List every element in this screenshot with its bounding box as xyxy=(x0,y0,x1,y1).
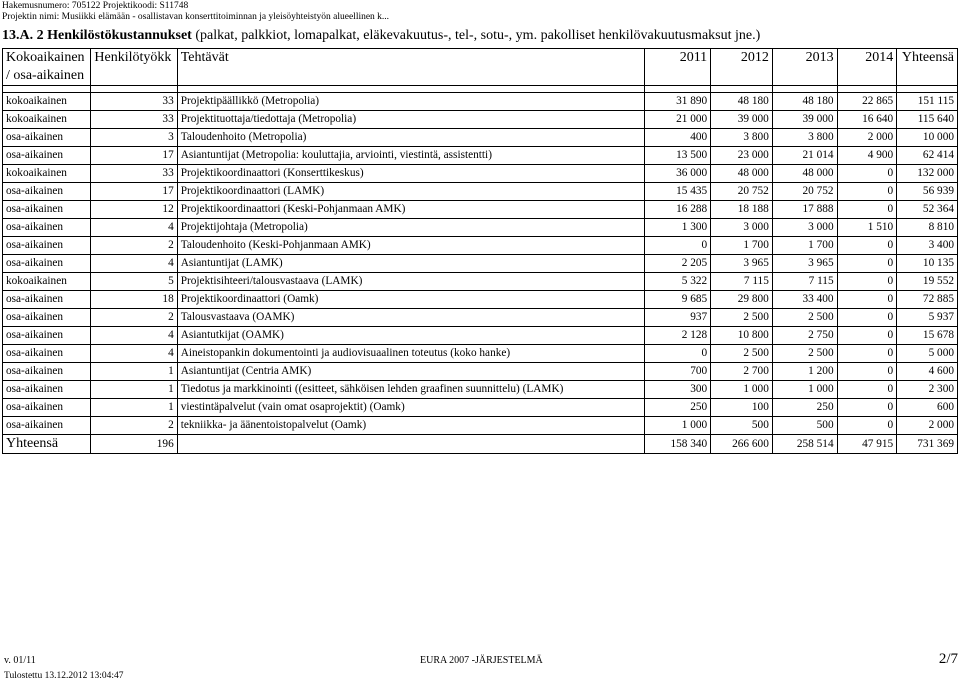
cell-2013: 2 750 xyxy=(772,327,837,345)
cell-2012: 7 115 xyxy=(711,273,773,291)
cell-months: 1 xyxy=(91,381,177,399)
cell-months: 33 xyxy=(91,165,177,183)
table-row xyxy=(3,201,958,219)
cell-2012: 2 500 xyxy=(711,345,773,363)
cell-task: Projektikoordinaattori (LAMK) xyxy=(177,183,645,201)
cell-2014: 2 000 xyxy=(837,129,897,147)
spacer-cell xyxy=(837,86,897,93)
cell-task: Taloudenhoito (Keski-Pohjanmaan AMK) xyxy=(177,237,645,255)
cell-2014: 1 510 xyxy=(837,219,897,237)
cell-type: osa-aikainen xyxy=(3,219,91,237)
cell-2014: 0 xyxy=(837,399,897,417)
cell-months: 12 xyxy=(91,201,177,219)
cell-2014: 0 xyxy=(837,201,897,219)
cell-total: 15 678 xyxy=(897,327,958,345)
table-row xyxy=(3,291,958,309)
cell-task: Tiedotus ja markkinointi ((esitteet, sähköisen lehden graafinen suunnittelu) (LAMK) xyxy=(177,381,645,399)
cell-type: kokoaikainen xyxy=(3,111,91,129)
cell-total: 10 000 xyxy=(897,129,958,147)
cell-2014: 0 xyxy=(837,363,897,381)
cell-2012: 20 752 xyxy=(711,183,773,201)
cell-total: 5 937 xyxy=(897,309,958,327)
cell-total: 2 300 xyxy=(897,381,958,399)
cell-type: osa-aikainen xyxy=(3,255,91,273)
cell-2014: 0 xyxy=(837,309,897,327)
cell-2013: 3 965 xyxy=(772,255,837,273)
cell-2012: 2 700 xyxy=(711,363,773,381)
table-row xyxy=(3,147,958,165)
cell-2013: 20 752 xyxy=(772,183,837,201)
cell-type: kokoaikainen xyxy=(3,165,91,183)
application-line: Hakemusnumero: 705122 Projektikoodi: S11748 xyxy=(2,1,189,11)
cell-type: osa-aikainen xyxy=(3,147,91,165)
version-label: v. 01/11 xyxy=(4,655,36,666)
cell-task: Taloudenhoito (Metropolia) xyxy=(177,129,645,147)
table-row xyxy=(3,273,958,291)
cell-2012: 39 000 xyxy=(711,111,773,129)
cell-months: 2 xyxy=(91,417,177,435)
cell-months: 17 xyxy=(91,183,177,201)
cell-2011: 36 000 xyxy=(645,165,711,183)
table-row xyxy=(3,129,958,147)
cell-months: 33 xyxy=(91,111,177,129)
totals-label: Yhteensä xyxy=(3,435,91,454)
table-header-row xyxy=(3,49,958,86)
cell-task: Asiantuntijat (Metropolia: kouluttajia, arviointi, viestintä, assistentti) xyxy=(177,147,645,165)
cell-total: 72 885 xyxy=(897,291,958,309)
cell-2013: 48 180 xyxy=(772,93,837,111)
cell-2011: 16 288 xyxy=(645,201,711,219)
cell-total: 2 000 xyxy=(897,417,958,435)
table-row xyxy=(3,255,958,273)
section-title-detail: (palkat, palkkiot, lomapalkat, eläkevakuutus-, tel-, sotu-, ym. pakolliset henkilövakuutusmaksut jne.) xyxy=(191,28,761,43)
cell-2014: 22 865 xyxy=(837,93,897,111)
spacer-cell xyxy=(645,86,711,93)
spacer-cell xyxy=(91,86,177,93)
header-2014: 2014 xyxy=(837,49,897,86)
cell-2011: 2 205 xyxy=(645,255,711,273)
spacer-cell xyxy=(772,86,837,93)
header-spacer-row xyxy=(3,86,958,93)
cell-2014: 4 900 xyxy=(837,147,897,165)
cell-months: 4 xyxy=(91,345,177,363)
cell-2012: 1 700 xyxy=(711,237,773,255)
printed-timestamp: Tulostettu 13.12.2012 13:04:47 xyxy=(4,671,124,681)
cell-2011: 1 300 xyxy=(645,219,711,237)
table-row xyxy=(3,381,958,399)
cell-type: osa-aikainen xyxy=(3,381,91,399)
cell-task: Asiantuntijat (LAMK) xyxy=(177,255,645,273)
cell-total: 151 115 xyxy=(897,93,958,111)
table-row xyxy=(3,237,958,255)
totals-2014: 47 915 xyxy=(837,435,897,454)
cell-task: Projektipäällikkö (Metropolia) xyxy=(177,93,645,111)
cell-2011: 9 685 xyxy=(645,291,711,309)
cell-total: 8 810 xyxy=(897,219,958,237)
cell-task: Asiantutkijat (OAMK) xyxy=(177,327,645,345)
cell-total: 3 400 xyxy=(897,237,958,255)
table-row xyxy=(3,327,958,345)
cell-type: osa-aikainen xyxy=(3,345,91,363)
cell-2014: 0 xyxy=(837,381,897,399)
cell-total: 4 600 xyxy=(897,363,958,381)
cell-task: Aineistopankin dokumentointi ja audiovisuaalinen toteutus (koko hanke) xyxy=(177,345,645,363)
header-2011: 2011 xyxy=(645,49,711,86)
cell-type: osa-aikainen xyxy=(3,291,91,309)
cell-2011: 5 322 xyxy=(645,273,711,291)
totals-row xyxy=(3,435,958,454)
cell-2011: 15 435 xyxy=(645,183,711,201)
cell-2014: 0 xyxy=(837,345,897,363)
spacer-cell xyxy=(897,86,958,93)
cell-task: Projektikoordinaattori (Oamk) xyxy=(177,291,645,309)
cell-task: Projektisihteeri/talousvastaava (LAMK) xyxy=(177,273,645,291)
cell-total: 62 414 xyxy=(897,147,958,165)
cell-total: 5 000 xyxy=(897,345,958,363)
cell-task: Talousvastaava (OAMK) xyxy=(177,309,645,327)
cell-2013: 2 500 xyxy=(772,309,837,327)
cell-2011: 31 890 xyxy=(645,93,711,111)
cell-type: osa-aikainen xyxy=(3,183,91,201)
cell-months: 1 xyxy=(91,399,177,417)
cell-2014: 0 xyxy=(837,183,897,201)
cell-total: 56 939 xyxy=(897,183,958,201)
table-row xyxy=(3,93,958,111)
cell-type: osa-aikainen xyxy=(3,201,91,219)
cell-2011: 300 xyxy=(645,381,711,399)
cell-total: 600 xyxy=(897,399,958,417)
header-2013: 2013 xyxy=(772,49,837,86)
cell-total: 132 000 xyxy=(897,165,958,183)
cell-2011: 400 xyxy=(645,129,711,147)
cell-2012: 29 800 xyxy=(711,291,773,309)
spacer-cell xyxy=(3,86,91,93)
header-2012: 2012 xyxy=(711,49,773,86)
cell-task: tekniikka- ja äänentoistopalvelut (Oamk) xyxy=(177,417,645,435)
header-months: Henkilötyökk xyxy=(91,49,177,86)
table-row xyxy=(3,363,958,381)
cell-task: Projektijohtaja (Metropolia) xyxy=(177,219,645,237)
cell-months: 4 xyxy=(91,219,177,237)
cell-2013: 17 888 xyxy=(772,201,837,219)
cell-months: 33 xyxy=(91,93,177,111)
totals-grand: 731 369 xyxy=(897,435,958,454)
cell-2012: 23 000 xyxy=(711,147,773,165)
cell-2012: 100 xyxy=(711,399,773,417)
cell-2013: 48 000 xyxy=(772,165,837,183)
cell-2011: 250 xyxy=(645,399,711,417)
section-title-main: 13.A. 2 Henkilöstökustannukset xyxy=(2,28,192,43)
cell-type: kokoaikainen xyxy=(3,273,91,291)
cell-2012: 3 800 xyxy=(711,129,773,147)
table-row xyxy=(3,111,958,129)
cell-task: Projektikoordinaattori (Konserttikeskus) xyxy=(177,165,645,183)
cell-2012: 2 500 xyxy=(711,309,773,327)
cell-2013: 21 014 xyxy=(772,147,837,165)
cell-2011: 700 xyxy=(645,363,711,381)
cell-type: osa-aikainen xyxy=(3,129,91,147)
cell-2012: 48 000 xyxy=(711,165,773,183)
cell-months: 2 xyxy=(91,309,177,327)
totals-2013: 258 514 xyxy=(772,435,837,454)
cell-type: osa-aikainen xyxy=(3,309,91,327)
cell-type: osa-aikainen xyxy=(3,417,91,435)
system-name: EURA 2007 -JÄRJESTELMÄ xyxy=(420,655,543,666)
table-row xyxy=(3,183,958,201)
cell-2012: 500 xyxy=(711,417,773,435)
cell-2012: 3 965 xyxy=(711,255,773,273)
table-row xyxy=(3,219,958,237)
cell-2013: 1 700 xyxy=(772,237,837,255)
cell-2014: 0 xyxy=(837,417,897,435)
header-task: Tehtävät xyxy=(177,49,645,86)
cell-2014: 0 xyxy=(837,165,897,183)
table-body xyxy=(3,86,958,435)
cell-2014: 16 640 xyxy=(837,111,897,129)
cell-2013: 3 800 xyxy=(772,129,837,147)
cell-2012: 48 180 xyxy=(711,93,773,111)
cell-task: Projektikoordinaattori (Keski-Pohjanmaan AMK) xyxy=(177,201,645,219)
cell-2013: 1 000 xyxy=(772,381,837,399)
table-row xyxy=(3,165,958,183)
page-number: 2/7 xyxy=(938,651,958,667)
totals-2011: 158 340 xyxy=(645,435,711,454)
cell-type: osa-aikainen xyxy=(3,363,91,381)
cell-2014: 0 xyxy=(837,237,897,255)
table-row xyxy=(3,345,958,363)
spacer-cell xyxy=(711,86,773,93)
cell-months: 5 xyxy=(91,273,177,291)
table-row xyxy=(3,399,958,417)
cell-months: 17 xyxy=(91,147,177,165)
cell-2012: 18 188 xyxy=(711,201,773,219)
section-title xyxy=(2,28,760,44)
header-total: Yhteensä xyxy=(897,49,958,86)
header-type: Kokoaikainen / osa-aikainen xyxy=(3,49,91,86)
cell-2013: 33 400 xyxy=(772,291,837,309)
cell-2011: 0 xyxy=(645,237,711,255)
cell-total: 115 640 xyxy=(897,111,958,129)
cell-type: kokoaikainen xyxy=(3,93,91,111)
project-name-line: Projektin nimi: Musiikki elämään - osallistavan konserttitoiminnan ja yleisöyhteistyön alueellinen k... xyxy=(2,12,390,22)
cell-months: 18 xyxy=(91,291,177,309)
cell-task: Asiantuntijat (Centria AMK) xyxy=(177,363,645,381)
cell-months: 4 xyxy=(91,327,177,345)
cell-2013: 500 xyxy=(772,417,837,435)
cell-2012: 3 000 xyxy=(711,219,773,237)
cell-2012: 1 000 xyxy=(711,381,773,399)
cell-2013: 39 000 xyxy=(772,111,837,129)
cell-months: 4 xyxy=(91,255,177,273)
cell-2013: 2 500 xyxy=(772,345,837,363)
cell-2011: 21 000 xyxy=(645,111,711,129)
cell-2014: 0 xyxy=(837,327,897,345)
cell-2014: 0 xyxy=(837,291,897,309)
cell-total: 19 552 xyxy=(897,273,958,291)
personnel-costs-table xyxy=(2,48,958,454)
cell-total: 10 135 xyxy=(897,255,958,273)
cell-months: 2 xyxy=(91,237,177,255)
cell-2012: 10 800 xyxy=(711,327,773,345)
totals-2012: 266 600 xyxy=(711,435,773,454)
cell-2014: 0 xyxy=(837,273,897,291)
cell-type: osa-aikainen xyxy=(3,399,91,417)
table-row xyxy=(3,309,958,327)
cell-2013: 1 200 xyxy=(772,363,837,381)
cell-2013: 7 115 xyxy=(772,273,837,291)
cell-type: osa-aikainen xyxy=(3,327,91,345)
cell-2013: 250 xyxy=(772,399,837,417)
document-header xyxy=(2,1,389,23)
cell-2011: 13 500 xyxy=(645,147,711,165)
cell-2011: 0 xyxy=(645,345,711,363)
totals-months: 196 xyxy=(91,435,177,454)
cell-2011: 937 xyxy=(645,309,711,327)
totals-task-empty xyxy=(177,435,645,454)
cell-task: Projektituottaja/tiedottaja (Metropolia) xyxy=(177,111,645,129)
cell-type: osa-aikainen xyxy=(3,237,91,255)
cell-task: viestintäpalvelut (vain omat osaprojektit) (Oamk) xyxy=(177,399,645,417)
cell-2013: 3 000 xyxy=(772,219,837,237)
cell-months: 1 xyxy=(91,363,177,381)
spacer-cell xyxy=(177,86,645,93)
cell-2011: 1 000 xyxy=(645,417,711,435)
cell-2014: 0 xyxy=(837,255,897,273)
cell-months: 3 xyxy=(91,129,177,147)
table-row xyxy=(3,417,958,435)
cell-2011: 2 128 xyxy=(645,327,711,345)
cell-total: 52 364 xyxy=(897,201,958,219)
